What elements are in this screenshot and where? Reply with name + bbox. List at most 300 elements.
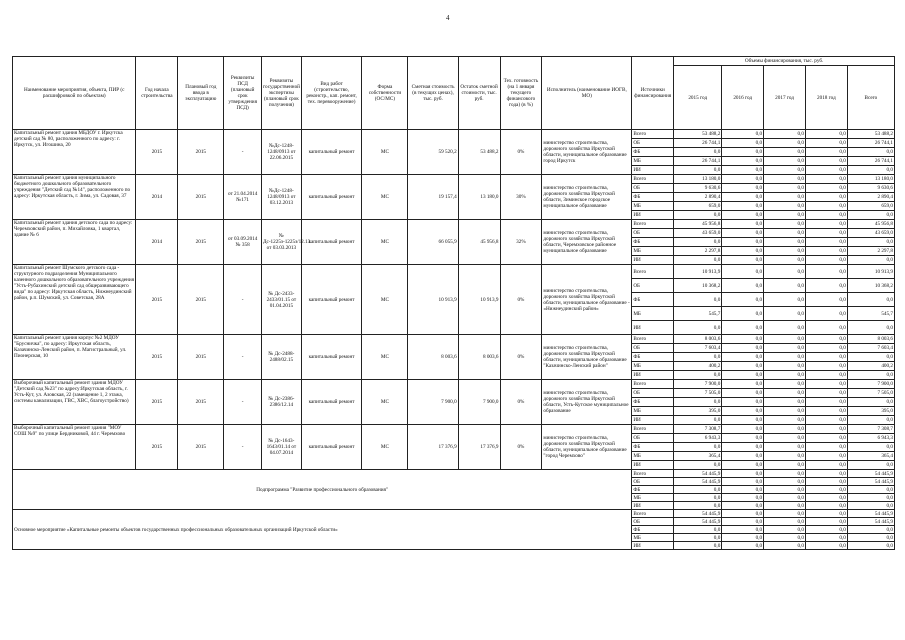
value-cell: 659,0 [847,202,894,211]
object-start: 2015 [136,425,178,470]
source-cell: МБ [632,202,674,211]
object-remainder: 53 488,2 [458,130,500,175]
object-plan: 2015 [178,425,224,470]
value-cell: 10 368,2 [674,279,722,293]
value-cell: 54 445,9 [674,510,722,518]
value-cell: 0,0 [722,470,764,478]
value-cell: 0,0 [805,211,847,220]
col-2016: 2016 год [722,66,764,130]
col-2018: 2018 год [805,66,847,130]
value-cell: 0,0 [847,293,894,307]
value-cell: 0,0 [805,157,847,166]
value-cell: 0,0 [764,526,806,534]
col-2015: 2015 год [674,66,722,130]
value-cell: 0,0 [805,335,847,344]
object-executor: министерство строительства, дорожного хозяйства Иркутской области, муниципальное образование - «Нижнеудинский район» [542,265,632,335]
value-cell: 0,0 [764,139,806,148]
object-work: капитальный ремонт [301,265,362,335]
value-cell: 0,0 [764,452,806,461]
value-cell: 0,0 [722,202,764,211]
value-cell: 0,0 [674,416,722,425]
object-remainder: 17 376,9 [458,425,500,470]
value-cell: 0,0 [847,398,894,407]
value-cell: 395,0 [847,407,894,416]
value-cell: 0,0 [764,371,806,380]
object-start: 2015 [136,335,178,380]
value-cell: 0,0 [722,494,764,502]
value-cell: 0,0 [805,510,847,518]
value-cell: 0,0 [764,247,806,256]
value-cell: 0,0 [722,389,764,398]
value-cell: 0,0 [805,362,847,371]
value-cell: 7 603,4 [674,344,722,353]
value-cell: 0,0 [805,344,847,353]
value-cell: 0,0 [764,534,806,542]
object-psd: от 21.04.2014 №171 [224,175,262,220]
main_event-name: Основное мероприятие «Капитальные ремонты объектов государственных профессиональных образовательных организаций Иркутской области» [13,510,632,550]
value-cell: 0,0 [847,542,894,550]
source-cell: ФБ [632,443,674,452]
object-ready: 30% [500,175,542,220]
table-row [13,130,895,139]
value-cell: 0,0 [805,380,847,389]
value-cell: 0,0 [674,148,722,157]
value-cell: 0,0 [674,486,722,494]
value-cell: 0,0 [805,434,847,443]
source-cell: ОБ [632,229,674,238]
object-expertise: № Дс-1225з-1225з/12.13 от 03.03.2013 [261,220,301,265]
value-cell: 54 445,9 [674,470,722,478]
value-cell: 0,0 [764,175,806,184]
investment-table [12,56,895,550]
value-cell: 45 956,8 [674,220,722,229]
value-cell: 0,0 [764,486,806,494]
value-cell: 0,0 [805,518,847,526]
value-cell: 0,0 [722,238,764,247]
value-cell: 395,0 [674,407,722,416]
value-cell: 0,0 [722,510,764,518]
source-cell: ОБ [632,478,674,486]
value-cell: 0,0 [674,502,722,510]
value-cell: 0,0 [805,502,847,510]
source-cell: Всего [632,220,674,229]
value-cell: 0,0 [847,416,894,425]
object-estimate: 10 913,9 [408,265,458,335]
value-cell: 0,0 [764,425,806,434]
source-cell: ФБ [632,238,674,247]
object-own: МС [362,265,408,335]
value-cell: 43 659,0 [674,229,722,238]
value-cell: 0,0 [674,526,722,534]
value-cell: 0,0 [674,371,722,380]
value-cell: 545,7 [674,307,722,321]
value-cell: 0,0 [764,470,806,478]
table-row [13,380,895,389]
value-cell: 54 445,9 [847,510,894,518]
object-own: МС [362,220,408,265]
object-work: капитальный ремонт [301,335,362,380]
value-cell: 0,0 [764,362,806,371]
source-cell: ОБ [632,518,674,526]
value-cell: 0,0 [674,542,722,550]
source-cell: ОБ [632,344,674,353]
value-cell: 0,0 [722,502,764,510]
value-cell: 0,0 [805,265,847,279]
value-cell: 0,0 [805,452,847,461]
value-cell: 0,0 [805,130,847,139]
value-cell: 2 890,4 [847,193,894,202]
object-work: капитальный ремонт [301,380,362,425]
object-plan: 2015 [178,265,224,335]
table-row [13,175,895,184]
value-cell: 0,0 [805,229,847,238]
value-cell: 0,0 [674,256,722,265]
value-cell: 0,0 [805,542,847,550]
object-estimate: 66 055,9 [408,220,458,265]
value-cell: 0,0 [805,256,847,265]
value-cell: 0,0 [722,193,764,202]
value-cell: 0,0 [722,166,764,175]
value-cell: 0,0 [722,321,764,335]
col-name: Наименование мероприятия, объекта, ПИР (с расшифровкой по объектам) [13,57,136,130]
value-cell: 0,0 [847,148,894,157]
value-cell: 0,0 [764,307,806,321]
value-cell: 0,0 [764,434,806,443]
value-cell: 0,0 [674,398,722,407]
value-cell: 0,0 [764,238,806,247]
value-cell: 0,0 [847,443,894,452]
source-cell: МБ [632,452,674,461]
value-cell: 0,0 [722,293,764,307]
value-cell: 6 943,3 [847,434,894,443]
source-cell: ОБ [632,389,674,398]
value-cell: 0,0 [847,461,894,470]
object-plan: 2015 [178,130,224,175]
value-cell: 54 445,9 [847,478,894,486]
value-cell: 0,0 [722,461,764,470]
object-name: Капитальный ремонт Шумского детского сада - структурного подразделения Муниципального казенного дошкольного образовательного учреждения "Усть-Рубахинский детский сад общеразвивающего вида" по адресу: Иркутская область, Нижнеудинский район, р.п. Шумский, ул. Советская, 28А [13,265,136,335]
value-cell: 0,0 [722,148,764,157]
value-cell: 0,0 [764,279,806,293]
table-row [13,265,895,279]
value-cell: 0,0 [805,139,847,148]
object-own: МС [362,425,408,470]
object-expertise: № Дс-2488-2488/02.15 [261,335,301,380]
value-cell: 0,0 [722,452,764,461]
object-estimate: 19 157,4 [408,175,458,220]
value-cell: 54 445,9 [847,470,894,478]
value-cell: 400,2 [847,362,894,371]
value-cell: 0,0 [764,494,806,502]
value-cell: 7 505,0 [674,389,722,398]
object-psd: - [224,265,262,335]
value-cell: 0,0 [722,542,764,550]
value-cell: 0,0 [847,486,894,494]
value-cell: 0,0 [722,175,764,184]
object-plan: 2015 [178,175,224,220]
source-cell: ОБ [632,279,674,293]
value-cell: 10 913,9 [847,265,894,279]
value-cell: 7 900,0 [674,380,722,389]
object-ready: 0% [500,380,542,425]
object-psd: - [224,335,262,380]
value-cell: 365,4 [847,452,894,461]
source-cell: ИИ [632,211,674,220]
value-cell: 0,0 [722,407,764,416]
object-work: капитальный ремонт [301,425,362,470]
table-row [13,220,895,229]
value-cell: 0,0 [805,425,847,434]
source-cell: Всего [632,265,674,279]
object-name: Капитальный ремонт здания корпус №2 МДОУ "Брусничка", по адресу: Иркутская область, Казачинско-Ленский район, п. Магистральный, ул. Пионерская, 10 [13,335,136,380]
object-psd: от 03.09.2014 № 358 [224,220,262,265]
value-cell: 0,0 [722,434,764,443]
value-cell: 6 943,3 [674,434,722,443]
value-cell: 0,0 [722,335,764,344]
value-cell: 9 630,6 [674,184,722,193]
object-own: МС [362,130,408,175]
value-cell: 0,0 [764,321,806,335]
value-cell: 54 445,9 [674,478,722,486]
table-row [13,425,895,434]
source-cell: Всего [632,130,674,139]
object-remainder: 10 913,9 [458,265,500,335]
value-cell: 0,0 [722,486,764,494]
value-cell: 0,0 [847,502,894,510]
value-cell: 0,0 [764,502,806,510]
value-cell: 0,0 [722,247,764,256]
value-cell: 0,0 [764,202,806,211]
value-cell: 0,0 [764,229,806,238]
value-cell: 659,0 [674,202,722,211]
value-cell: 0,0 [674,293,722,307]
value-cell: 0,0 [847,321,894,335]
object-plan: 2015 [178,335,224,380]
object-start: 2015 [136,130,178,175]
col-plan-year: Плановый год ввода в эксплуатацию [178,57,224,130]
value-cell: 0,0 [764,443,806,452]
source-cell: ФБ [632,353,674,362]
value-cell: 0,0 [674,494,722,502]
object-remainder: 45 956,8 [458,220,500,265]
value-cell: 0,0 [764,265,806,279]
object-expertise: № Дс-2386-2386/12.14 [261,380,301,425]
object-name: Выборочный капитальный ремонт здания "МОУ СОШ №9" по улице Бердниковой, 44 г. Черемхово [13,425,136,470]
source-cell: ИИ [632,502,674,510]
value-cell: 0,0 [805,247,847,256]
value-cell: 0,0 [764,193,806,202]
value-cell: 0,0 [722,139,764,148]
object-remainder: 8 003,6 [458,335,500,380]
source-cell: Всего [632,335,674,344]
source-cell: ИИ [632,542,674,550]
source-cell: ИИ [632,166,674,175]
source-cell: ИИ [632,461,674,470]
col-financing: Объемы финансирования, тыс. руб. [674,57,895,66]
value-cell: 0,0 [805,238,847,247]
source-cell: Всего [632,470,674,478]
value-cell: 0,0 [722,130,764,139]
value-cell: 0,0 [722,534,764,542]
object-expertise: № Дс-1643-1643/01.14 от 04.07.2014 [261,425,301,470]
col-total: Всего [847,66,894,130]
value-cell: 0,0 [764,220,806,229]
object-start: 2015 [136,380,178,425]
value-cell: 0,0 [764,166,806,175]
value-cell: 2 297,8 [674,247,722,256]
source-cell: ОБ [632,184,674,193]
col-estimate: Сметная стоимость (в текущих ценах), тыс. руб. [408,57,458,130]
value-cell: 0,0 [722,380,764,389]
value-cell: 0,0 [722,353,764,362]
col-2017: 2017 год [764,66,806,130]
value-cell: 7 603,4 [847,344,894,353]
value-cell: 0,0 [805,486,847,494]
col-ownership: Форма собственности (ОС/МС) [362,57,408,130]
source-cell: ФБ [632,193,674,202]
value-cell: 0,0 [847,371,894,380]
value-cell: 0,0 [674,321,722,335]
value-cell: 2 890,4 [674,193,722,202]
value-cell: 0,0 [722,518,764,526]
value-cell: 0,0 [764,416,806,425]
value-cell: 53 488,2 [674,130,722,139]
object-psd: - [224,380,262,425]
value-cell: 0,0 [764,211,806,220]
object-name: Выборочный капитальный ремонт здания МДОУ "Детский сад №23" по адресу:Иркутская область, г. Усть-Кут, ул. Азовская, 22 (замещение 1, 2 этажа, системы канализации, ГВС, ХВС, благоустройство) [13,380,136,425]
source-cell: Всего [632,380,674,389]
value-cell: 0,0 [674,238,722,247]
object-own: МС [362,175,408,220]
value-cell: 0,0 [805,293,847,307]
value-cell: 0,0 [722,157,764,166]
value-cell: 0,0 [847,494,894,502]
table-body [13,130,895,550]
object-executor: министерство строительства, дорожного хозяйства Иркутской области, муниципальное образование "Казачинско-Ленский район" [542,335,632,380]
object-executor: министерство строительства, дорожного хозяйства Иркутской области, Усть-Кутское муниципальное образование [542,380,632,425]
value-cell: 0,0 [805,461,847,470]
value-cell: 0,0 [722,443,764,452]
value-cell: 0,0 [764,293,806,307]
value-cell: 0,0 [805,175,847,184]
value-cell: 400,2 [674,362,722,371]
col-psd: Реквизиты ПСД (плановый срок утверждения ПСД) [224,57,262,130]
value-cell: 0,0 [722,344,764,353]
source-cell: ФБ [632,293,674,307]
value-cell: 0,0 [764,148,806,157]
value-cell: 26 744,1 [847,157,894,166]
value-cell: 0,0 [847,238,894,247]
value-cell: 0,0 [805,202,847,211]
object-executor: министерство строительства, дорожного хозяйства Иркутской области, Зиминское городское муниципальное образование [542,175,632,220]
object-start: 2014 [136,175,178,220]
source-cell: ФБ [632,398,674,407]
value-cell: 365,4 [674,452,722,461]
value-cell: 0,0 [722,416,764,425]
object-work: капитальный ремонт [301,175,362,220]
value-cell: 7 900,0 [847,380,894,389]
value-cell: 0,0 [764,256,806,265]
value-cell: 2 297,8 [847,247,894,256]
source-cell: ОБ [632,434,674,443]
value-cell: 53 488,2 [847,130,894,139]
value-cell: 0,0 [722,478,764,486]
value-cell: 0,0 [805,371,847,380]
col-readiness: Тех. готовность (на 1 января текущего финансового года) (в %) [500,57,542,130]
value-cell: 0,0 [764,398,806,407]
value-cell: 0,0 [764,184,806,193]
value-cell: 0,0 [805,166,847,175]
table-row [13,335,895,344]
value-cell: 10 368,2 [847,279,894,293]
value-cell: 0,0 [674,353,722,362]
source-cell: ИИ [632,321,674,335]
col-work-type: Вид работ (строительство, реконстр., кап. ремонт, тех. перевооружение) [301,57,362,130]
value-cell: 0,0 [722,398,764,407]
table-header [13,57,895,130]
object-psd: - [224,425,262,470]
value-cell: 0,0 [764,157,806,166]
object-estimate: 17 376,9 [408,425,458,470]
value-cell: 0,0 [764,542,806,550]
value-cell: 0,0 [764,344,806,353]
object-plan: 2015 [178,380,224,425]
source-cell: МБ [632,157,674,166]
value-cell: 0,0 [764,461,806,470]
value-cell: 8 003,6 [674,335,722,344]
value-cell: 0,0 [764,130,806,139]
value-cell: 0,0 [764,353,806,362]
object-executor: министерство строительства, дорожного хозяйства Иркутской области, муниципальное образование город Иркутск [542,130,632,175]
value-cell: 13 180,0 [674,175,722,184]
col-sources: Источники финансирования [632,57,674,130]
object-work: капитальный ремонт [301,220,362,265]
value-cell: 0,0 [847,526,894,534]
object-start: 2014 [136,220,178,265]
object-ready: 0% [500,335,542,380]
object-name: Капитальный ремонт здания детского сада по адресу: Черемховский район, п. Михайловка, 1 квартал, здание № 6 [13,220,136,265]
object-remainder: 7 900,0 [458,380,500,425]
value-cell: 545,7 [847,307,894,321]
value-cell: 0,0 [847,166,894,175]
value-cell: 0,0 [805,478,847,486]
source-cell: Всего [632,175,674,184]
object-own: МС [362,380,408,425]
value-cell: 8 003,6 [847,335,894,344]
value-cell: 0,0 [764,335,806,344]
object-ready: 0% [500,265,542,335]
value-cell: 0,0 [805,353,847,362]
object-ready: 0% [500,130,542,175]
value-cell: 0,0 [722,184,764,193]
object-expertise: № Дс-2433-2433/01.15 от 01.04.2015 [261,265,301,335]
value-cell: 7 308,7 [847,425,894,434]
value-cell: 0,0 [764,380,806,389]
object-executor: министерство строительства, дорожного хозяйства Иркутской области, Черемховское районное муниципальное образование [542,220,632,265]
value-cell: 0,0 [764,478,806,486]
page-number: 4 [446,14,450,22]
object-ready: 32% [500,220,542,265]
value-cell: 0,0 [674,166,722,175]
source-cell: МБ [632,494,674,502]
value-cell: 0,0 [764,407,806,416]
value-cell: 0,0 [764,510,806,518]
object-name: Капитальный ремонт здания муниципального бюджетного дошкольного образовательного учреждения "Детский сад №14", расположенного по адресу: Иркутская область, г. Зима, ул. Садовая, 37 [13,175,136,220]
object-start: 2015 [136,265,178,335]
value-cell: 0,0 [805,321,847,335]
col-remainder: Остаток сметной стоимости, тыс. руб. [458,57,500,130]
value-cell: 0,0 [805,398,847,407]
